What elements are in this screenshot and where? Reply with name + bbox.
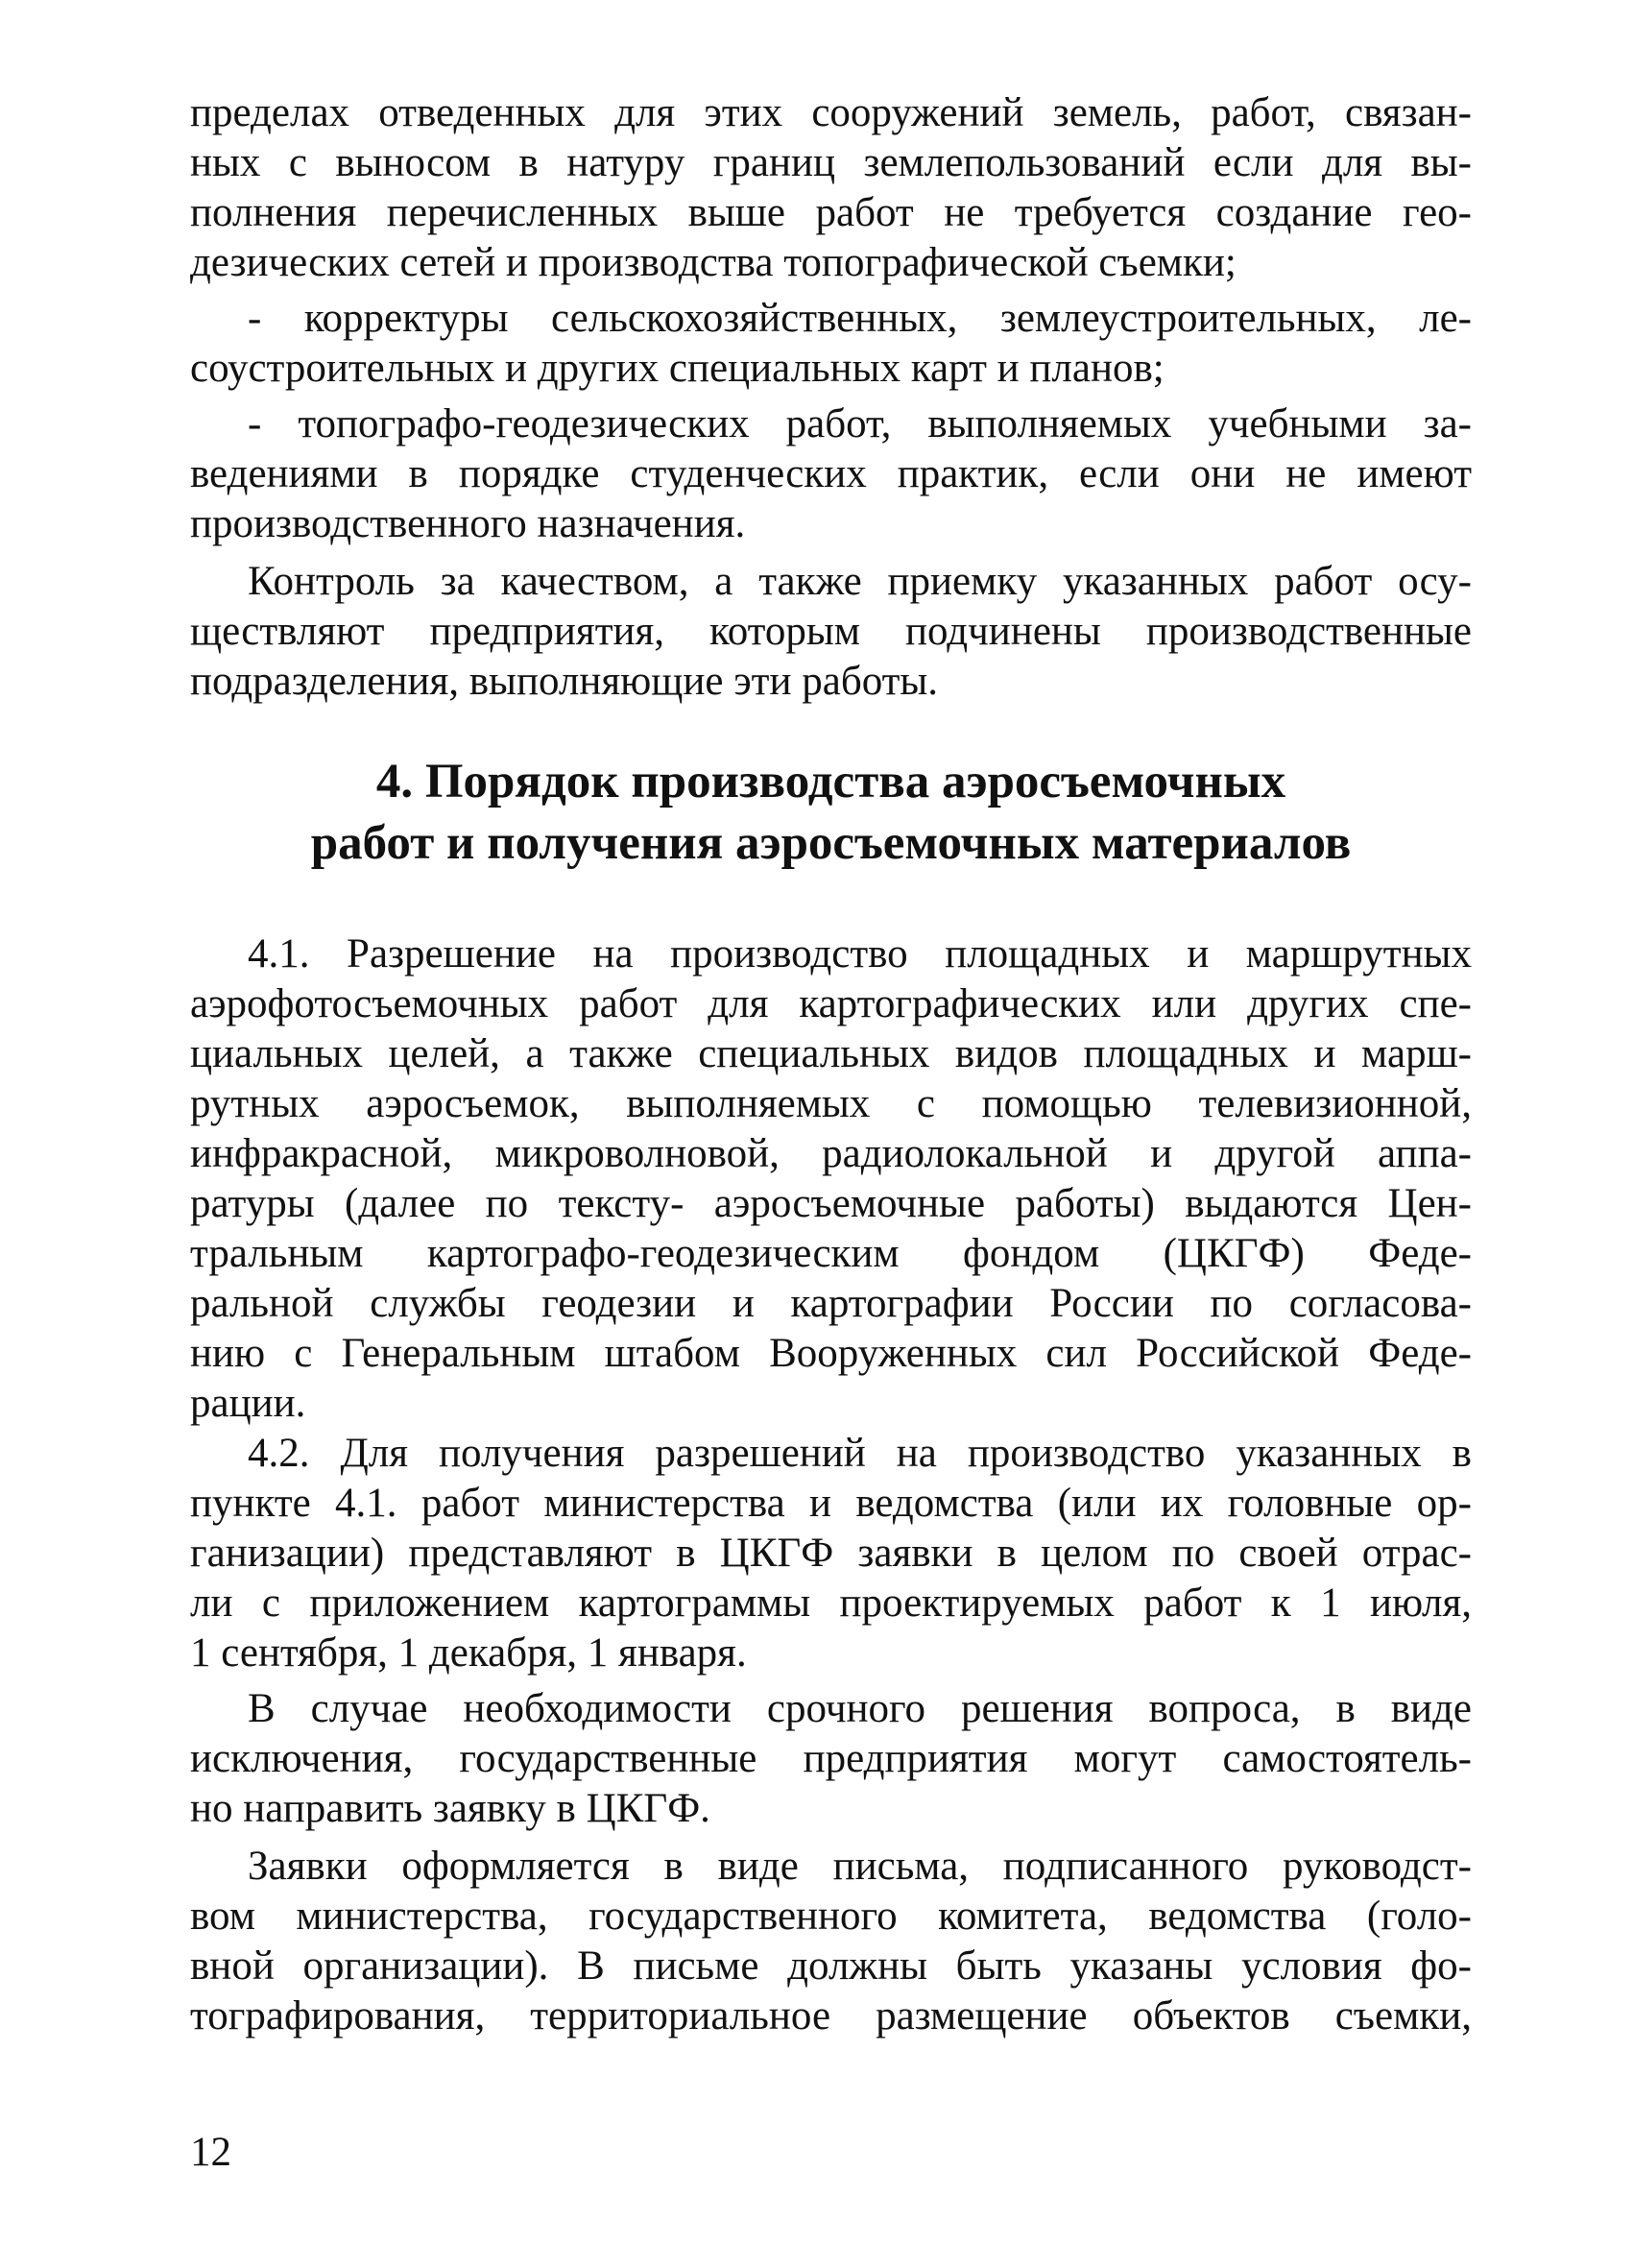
text-line: 1 сентября, 1 декабря, 1 января. xyxy=(190,1630,747,1676)
text-line: вом министерства, государственного комитета, ведомства (голо- xyxy=(190,1894,1472,1939)
text-line: тографирования, территориальное размещение объектов съемки, xyxy=(190,1993,1472,2039)
text-line: Контроль за качеством, а также приемку указанных работ осу- xyxy=(248,559,1472,604)
paragraph-intro-3 xyxy=(190,399,1472,549)
text-line: аэрофотосъемочных работ для картографических или других спе- xyxy=(190,981,1472,1026)
text-line: ных с выносом в натуру границ землепользований если для вы- xyxy=(190,140,1472,185)
text-line: 4.1. Разрешение на производство площадных и маршрутных xyxy=(248,931,1472,977)
page-body xyxy=(190,88,1472,2041)
text-line: ществляют предприятия, которым подчинены производственные xyxy=(190,609,1472,654)
text-line: производственного назначения. xyxy=(190,501,746,546)
page-number: 12 xyxy=(190,2130,231,2175)
text-line: но направить заявку в ЦКГФ. xyxy=(190,1786,710,1831)
text-line: тральным картографо-геодезическим фондом (ЦКГФ) Феде- xyxy=(190,1231,1472,1276)
paragraph-intro-4 xyxy=(190,557,1472,707)
text-line: циальных целей, а также специальных видов площадных и марш- xyxy=(190,1031,1472,1076)
text-line: пункте 4.1. работ министерства и ведомства (или их головные ор- xyxy=(190,1481,1472,1526)
paragraph-4-2 xyxy=(190,1429,1472,1678)
text-line: Заявки оформляется в виде письма, подписанного руководст- xyxy=(248,1844,1472,1889)
text-line: вной организации). В письме должны быть указаны условия фо- xyxy=(190,1943,1472,1989)
text-line: исключения, государственные предприятия могут самостоятель- xyxy=(190,1736,1472,1781)
text-line: В случае необходимости срочного решения вопроса, в виде xyxy=(248,1686,1472,1731)
text-line: полнения перечисленных выше работ не требуется создание гео- xyxy=(190,190,1472,235)
paragraph-4-1 xyxy=(190,929,1472,1429)
section-heading-line: 4. Порядок производства аэросъемочных xyxy=(375,755,1286,808)
text-line: рации. xyxy=(190,1381,306,1426)
text-line: подразделения, выполняющие эти работы. xyxy=(190,659,939,704)
text-line: пределах отведенных для этих сооружений земель, работ, связан- xyxy=(190,90,1472,135)
text-line: ведениями в порядке студенческих практик, если они не имеют xyxy=(190,451,1472,496)
paragraph-4-4 xyxy=(190,1842,1472,2041)
text-line: ли с приложением картограммы проектируемых работ к 1 июля, xyxy=(190,1580,1472,1626)
text-line: - топографо-геодезических работ, выполняемых учебными за- xyxy=(248,401,1472,446)
text-line: рутных аэросъемок, выполняемых с помощью телевизионной, xyxy=(190,1081,1472,1126)
text-line: соустроительных и других специальных карт и планов; xyxy=(190,346,1165,391)
text-line: ганизации) представляют в ЦКГФ заявки в целом по своей отрас- xyxy=(190,1531,1472,1576)
text-line: ральной службы геодезии и картографии России по согласова- xyxy=(190,1281,1472,1326)
paragraph-4-3 xyxy=(190,1684,1472,1834)
text-line: - корректуры сельскохозяйственных, землеустроительных, ле- xyxy=(248,296,1472,341)
section-heading-line: работ и получения аэросъемочных материалов xyxy=(310,816,1352,870)
section-heading xyxy=(190,751,1472,874)
text-line: дезических сетей и производства топографической съемки; xyxy=(190,240,1237,285)
text-line: 4.2. Для получения разрешений на производство указанных в xyxy=(248,1431,1472,1476)
text-line: ратуры (далее по тексту- аэросъемочные работы) выдаются Цен- xyxy=(190,1181,1472,1226)
paragraph-intro-2 xyxy=(190,294,1472,394)
text-line: нию с Генеральным штабом Вооруженных сил Российской Феде- xyxy=(190,1331,1472,1376)
text-line: инфракрасной, микроволновой, радиолокальной и другой аппа- xyxy=(190,1131,1472,1176)
paragraph-intro-1 xyxy=(190,88,1472,288)
